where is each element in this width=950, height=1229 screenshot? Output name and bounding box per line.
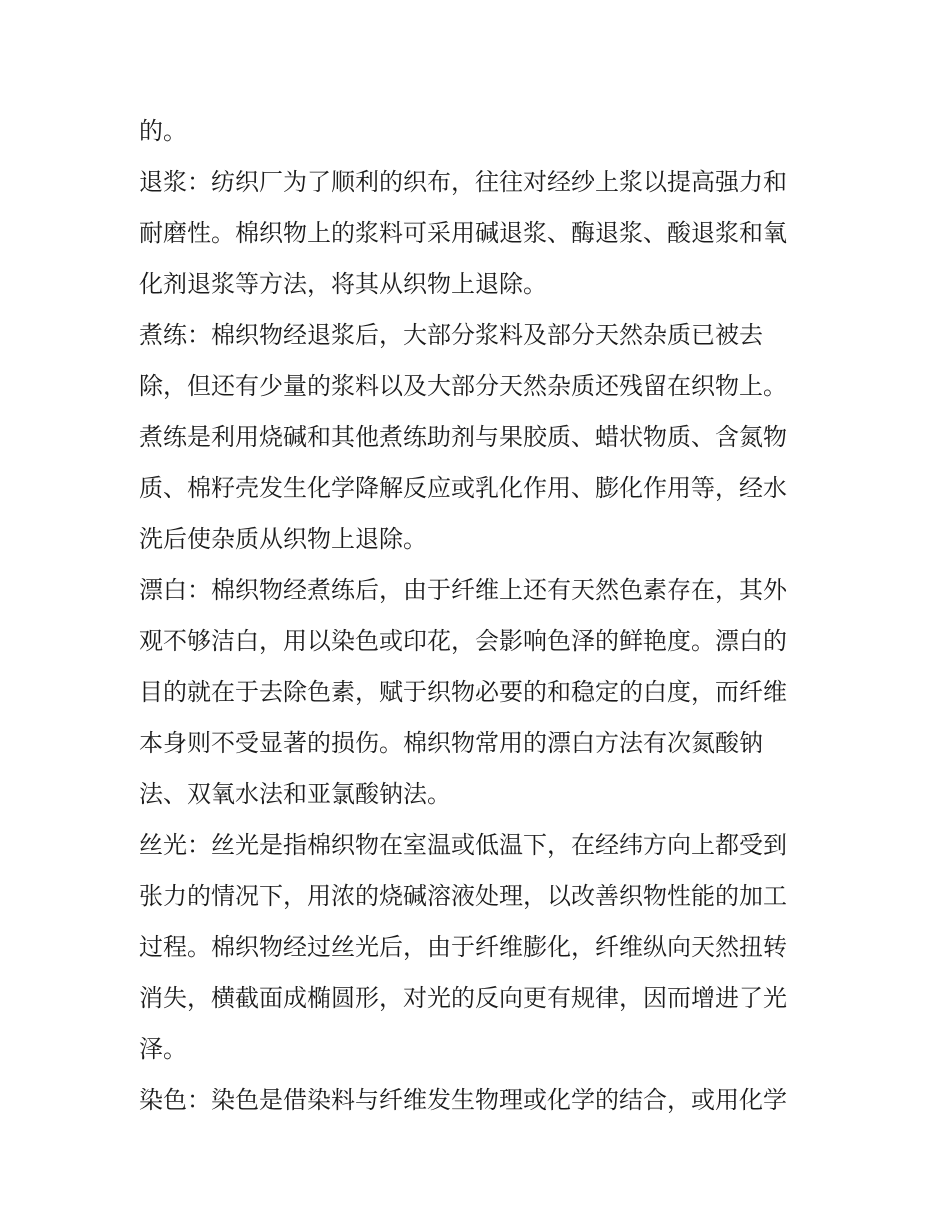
paragraph-desizing [139,157,829,310]
paragraph-dyeing [139,1075,829,1126]
document-body [139,106,829,1126]
paragraph-mercerizing [139,820,829,1075]
paragraph-scouring [139,310,829,565]
paragraph-bleaching [139,565,829,820]
text-line: 煮练是利用烧碱和其他煮练助剂与果胶质、蜡状物质、含氮物 [139,423,787,451]
text-line: 法、双氧水法和亚氯酸钠法。 [139,780,451,808]
text-line: 洗后使杂质从织物上退除。 [139,525,427,553]
text-line: 张力的情况下，用浓的烧碱溶液处理，以改善织物性能的加工 [139,882,787,910]
text-line: 煮练：棉织物经退浆后，大部分浆料及部分天然杂质已被去 [139,321,763,349]
text-line: 观不够洁白，用以染色或印花，会影响色泽的鲜艳度。漂白的 [139,627,787,655]
text-line: 质、棉籽壳发生化学降解反应或乳化作用、膨化作用等，经水 [139,474,787,502]
text-line: 化剂退浆等方法，将其从织物上退除。 [139,270,547,298]
text-line: 退浆：纺织厂为了顺利的织布，往往对经纱上浆以提高强力和 [139,168,787,196]
text-line: 丝光：丝光是指棉织物在室温或低温下，在经纬方向上都受到 [139,831,787,859]
text-line: 消失，横截面成椭圆形，对光的反向更有规律，因而增进了光 [139,984,787,1012]
text-line: 泽。 [139,1035,187,1063]
text-line: 目的就在于去除色素，赋于织物必要的和稳定的白度，而纤维 [139,678,787,706]
text-line: 漂白：棉织物经煮练后，由于纤维上还有天然色素存在，其外 [139,576,787,604]
text-line: 过程。棉织物经过丝光后，由于纤维膨化，纤维纵向天然扭转 [139,933,787,961]
text-line: 耐磨性。棉织物上的浆料可采用碱退浆、酶退浆、酸退浆和氧 [139,219,787,247]
paragraph-intro-tail [139,106,829,157]
text-line: 除，但还有少量的浆料以及大部分天然杂质还残留在织物上。 [139,372,787,400]
text-line: 染色：染色是借染料与纤维发生物理或化学的结合，或用化学 [139,1086,787,1114]
text-line: 的。 [139,117,187,145]
text-line: 本身则不受显著的损伤。棉织物常用的漂白方法有次氮酸钠 [139,729,763,757]
